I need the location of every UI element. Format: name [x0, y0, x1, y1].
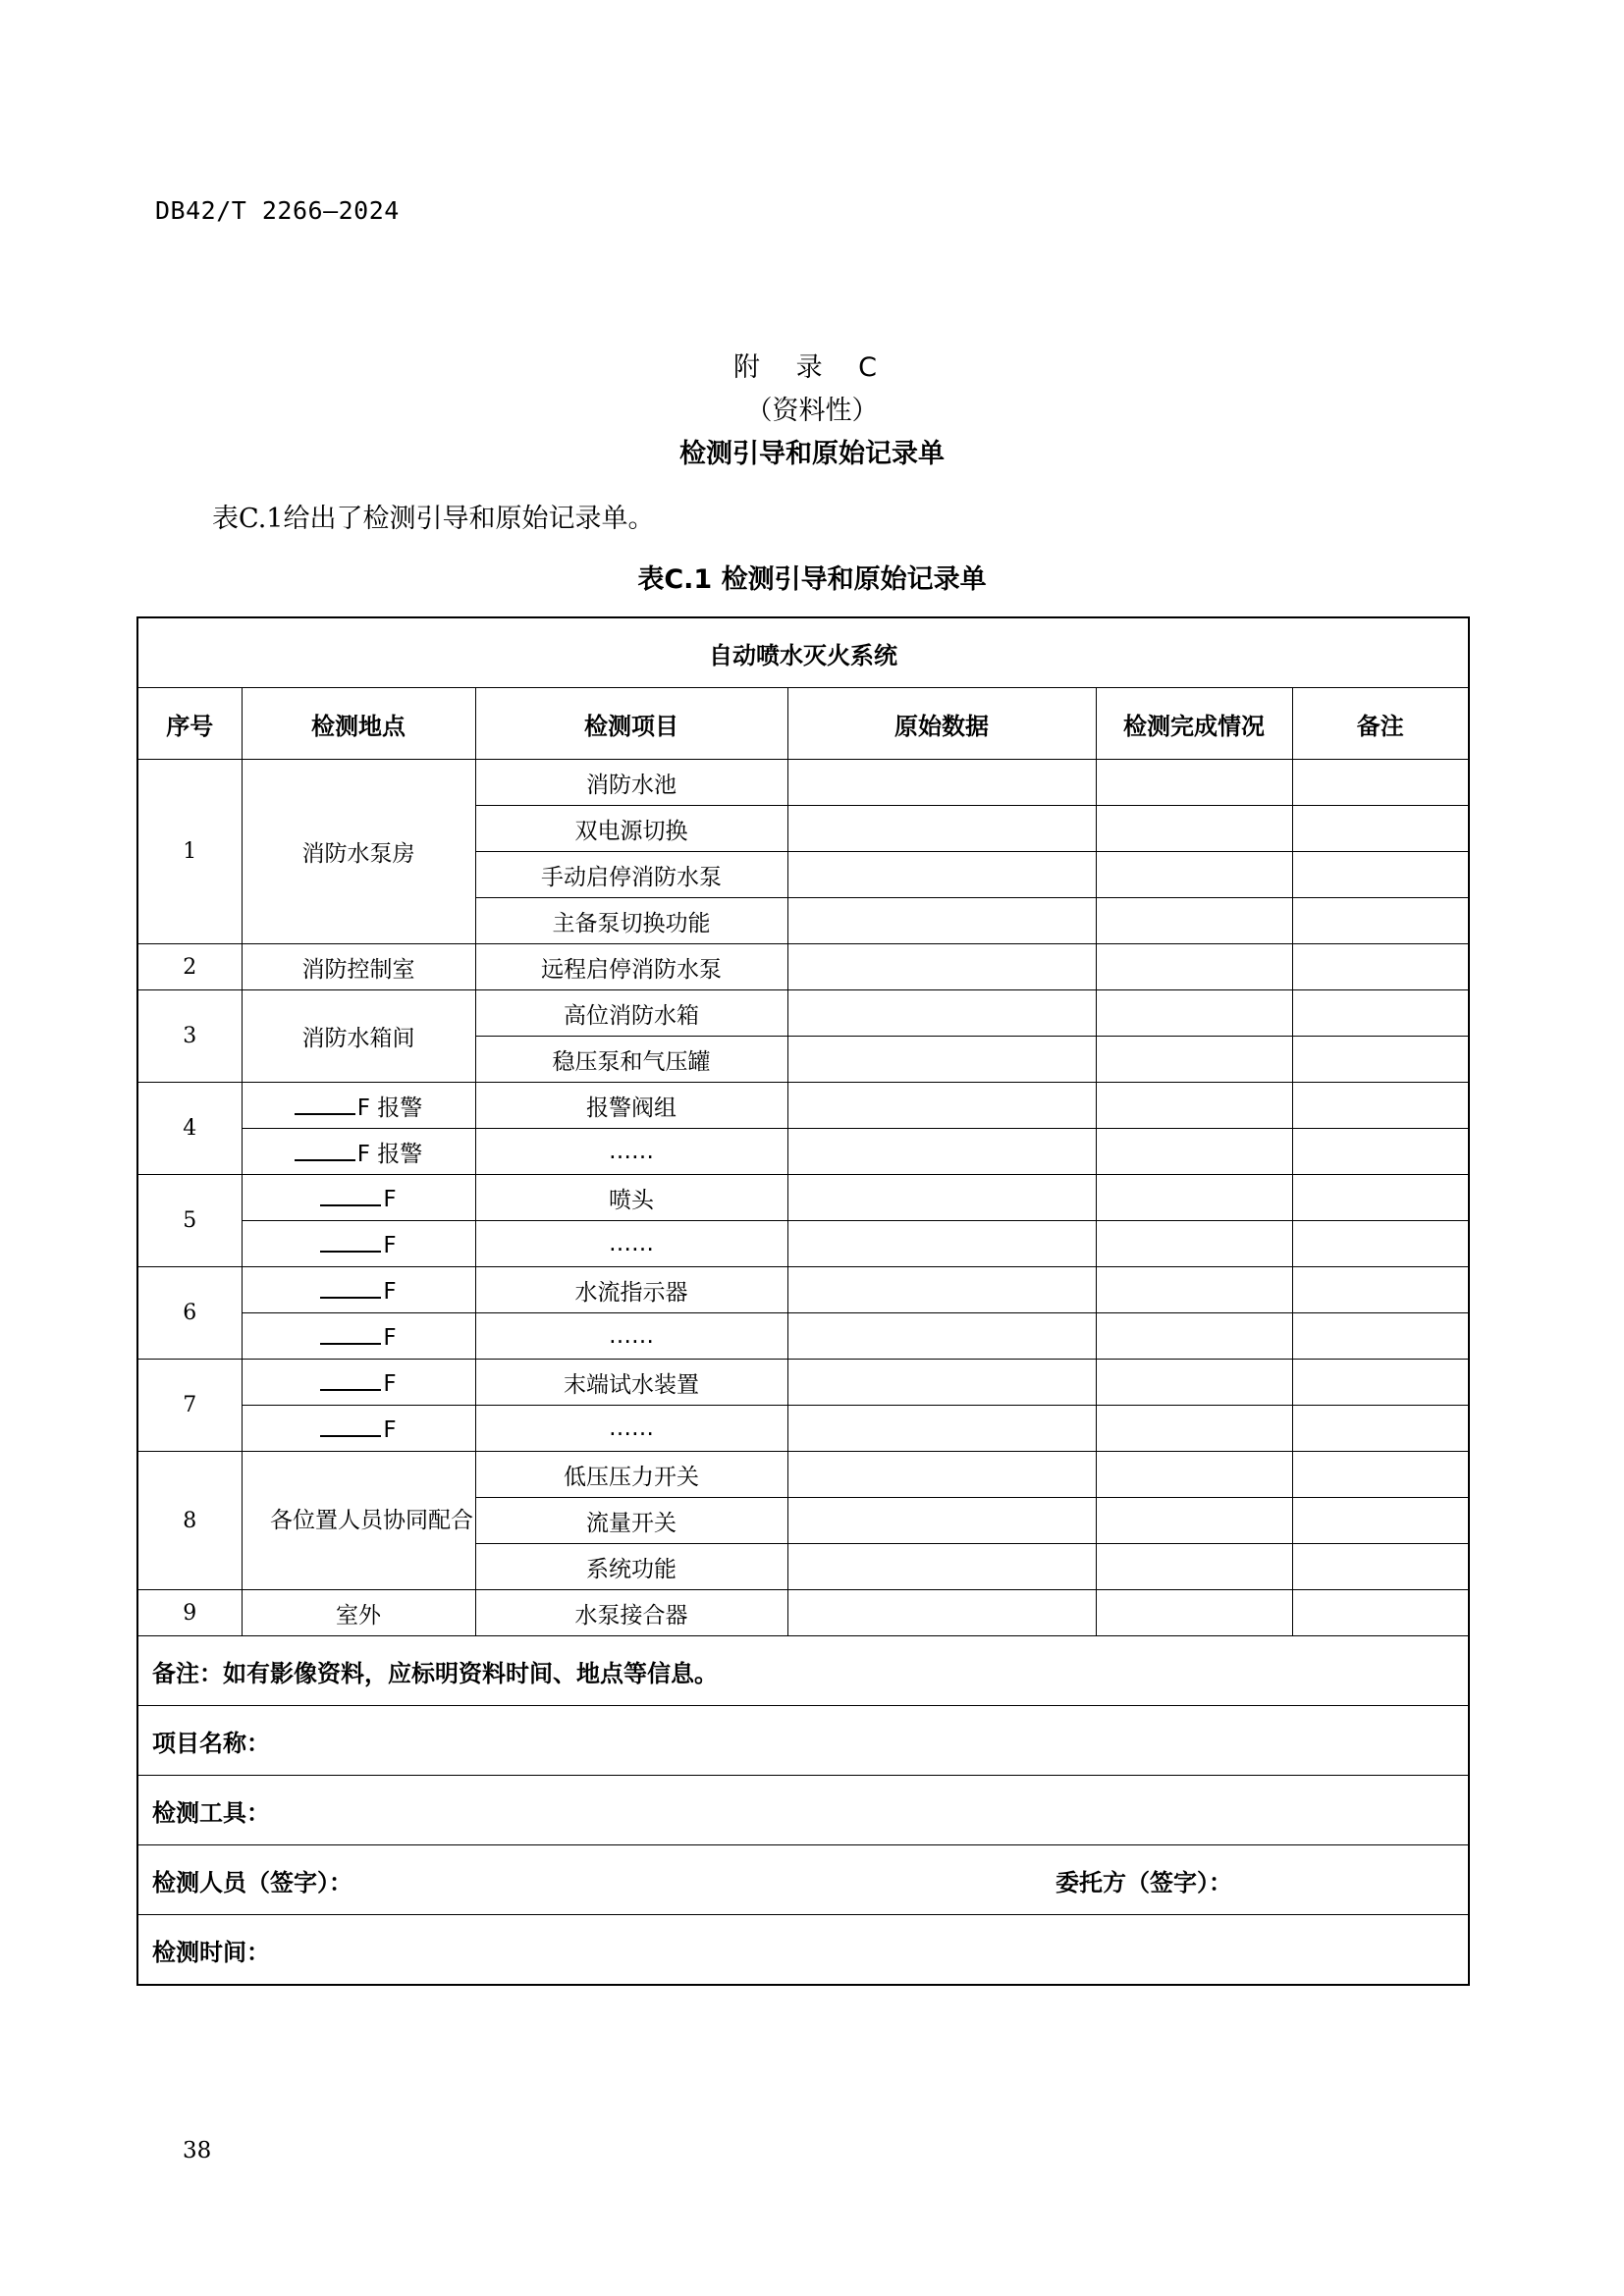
system-title: 自动喷水灭火系统	[137, 617, 1469, 688]
status-cell[interactable]	[1096, 760, 1292, 806]
seq-cell: 4	[137, 1083, 242, 1175]
table-row	[137, 1175, 1469, 1221]
item-cell: 稳压泵和气压罐	[475, 1037, 787, 1083]
col-remark: 备注	[1292, 688, 1469, 760]
raw-data-cell[interactable]	[787, 1083, 1096, 1129]
raw-data-cell[interactable]	[787, 990, 1096, 1037]
col-status: 检测完成情况	[1096, 688, 1292, 760]
remark-cell[interactable]	[1292, 760, 1469, 806]
table-row	[137, 1360, 1469, 1406]
table-row	[137, 1590, 1469, 1636]
client-signature-label: 委托方（签字）：	[1056, 1868, 1232, 1896]
record-table	[136, 616, 1470, 1986]
raw-data-cell[interactable]	[787, 1129, 1096, 1175]
location-text: 各位置人员协同配合	[270, 1508, 473, 1533]
location-cell[interactable]	[242, 1083, 475, 1129]
standard-code: DB42/T 2266—2024	[155, 196, 400, 225]
project-name-label: 项目名称：	[152, 1729, 270, 1757]
raw-data-cell[interactable]	[787, 1267, 1096, 1313]
status-cell[interactable]	[1096, 1267, 1292, 1313]
raw-data-cell[interactable]	[787, 852, 1096, 898]
tools-field[interactable]	[137, 1776, 1469, 1845]
appendix-title: 检测引导和原始记录单	[679, 439, 945, 469]
appendix-number: 附 录 C	[732, 352, 892, 383]
status-cell[interactable]	[1096, 1313, 1292, 1360]
table-row	[137, 760, 1469, 806]
seq-cell: 7	[137, 1360, 242, 1452]
status-cell[interactable]	[1096, 944, 1292, 990]
item-cell: 末端试水装置	[475, 1360, 787, 1406]
location-cell[interactable]	[242, 1406, 475, 1452]
status-cell[interactable]	[1096, 1175, 1292, 1221]
project-name-field[interactable]	[137, 1706, 1469, 1776]
seq-cell: 6	[137, 1267, 242, 1360]
remark-cell[interactable]	[1292, 806, 1469, 852]
table-row	[137, 1267, 1469, 1313]
seq-cell: 3	[137, 990, 242, 1083]
table-row	[137, 1406, 1469, 1452]
raw-data-cell[interactable]	[787, 760, 1096, 806]
status-cell[interactable]	[1096, 1129, 1292, 1175]
intro-text: 表C.1给出了检测引导和原始记录单。	[212, 504, 655, 534]
location-cell: 消防水泵房	[242, 760, 475, 944]
remark-cell[interactable]	[1292, 1544, 1469, 1590]
remark-cell[interactable]	[1292, 1083, 1469, 1129]
raw-data-cell[interactable]	[787, 1175, 1096, 1221]
location-cell	[242, 1452, 475, 1590]
col-item: 检测项目	[475, 688, 787, 760]
seq-cell: 1	[137, 760, 242, 944]
time-field[interactable]	[137, 1915, 1469, 1986]
table-row	[137, 1129, 1469, 1175]
remark-cell[interactable]	[1292, 1037, 1469, 1083]
floor-suffix: F	[383, 1325, 397, 1351]
col-raw-data: 原始数据	[787, 688, 1096, 760]
floor-suffix: F	[383, 1279, 397, 1305]
raw-data-cell[interactable]	[787, 1406, 1096, 1452]
location-cell[interactable]	[242, 1175, 475, 1221]
remark-cell[interactable]	[1292, 852, 1469, 898]
raw-data-cell[interactable]	[787, 806, 1096, 852]
location-cell[interactable]	[242, 1313, 475, 1360]
item-cell: 手动启停消防水泵	[475, 852, 787, 898]
header-row	[137, 688, 1469, 760]
col-location: 检测地点	[242, 688, 475, 760]
status-cell[interactable]	[1096, 898, 1292, 944]
remark-cell[interactable]	[1292, 944, 1469, 990]
remark-cell[interactable]	[1292, 1452, 1469, 1498]
remark-cell[interactable]	[1292, 1129, 1469, 1175]
table-row	[137, 990, 1469, 1037]
table-row	[137, 1083, 1469, 1129]
tools-label: 检测工具：	[152, 1798, 270, 1827]
floor-blank[interactable]	[320, 1183, 381, 1206]
item-cell: ……	[475, 1129, 787, 1175]
location-cell[interactable]	[242, 1129, 475, 1175]
footer-note: 备注：如有影像资料，应标明资料时间、地点等信息。	[137, 1636, 1469, 1706]
floor-blank[interactable]	[295, 1138, 355, 1161]
floor-suffix: F	[383, 1187, 397, 1212]
remark-cell[interactable]	[1292, 990, 1469, 1037]
remark-cell[interactable]	[1292, 1498, 1469, 1544]
remark-cell[interactable]	[1292, 898, 1469, 944]
floor-blank[interactable]	[295, 1092, 355, 1115]
status-cell[interactable]	[1096, 1083, 1292, 1129]
status-cell[interactable]	[1096, 1037, 1292, 1083]
location-cell[interactable]	[242, 1360, 475, 1406]
status-cell[interactable]	[1096, 1452, 1292, 1498]
item-cell: ……	[475, 1313, 787, 1360]
floor-blank[interactable]	[320, 1321, 381, 1345]
raw-data-cell[interactable]	[787, 1360, 1096, 1406]
raw-data-cell[interactable]	[787, 1590, 1096, 1636]
table-row	[137, 944, 1469, 990]
inspector-signature-label: 检测人员（签字）：	[152, 1868, 352, 1896]
raw-data-cell[interactable]	[787, 1221, 1096, 1267]
location-cell[interactable]	[242, 1221, 475, 1267]
appendix-kind: （资料性）	[745, 396, 879, 426]
seq-cell: 8	[137, 1452, 242, 1590]
item-cell: 主备泵切换功能	[475, 898, 787, 944]
floor-suffix: F 报警	[356, 1095, 423, 1121]
status-cell[interactable]	[1096, 990, 1292, 1037]
item-cell: ……	[475, 1406, 787, 1452]
table-row	[137, 1313, 1469, 1360]
item-cell: 报警阀组	[475, 1083, 787, 1129]
remark-cell[interactable]	[1292, 1267, 1469, 1313]
signature-field[interactable]	[137, 1845, 1469, 1915]
remark-cell[interactable]	[1292, 1313, 1469, 1360]
location-cell: 室外	[242, 1590, 475, 1636]
raw-data-cell[interactable]	[787, 1544, 1096, 1590]
status-cell[interactable]	[1096, 1544, 1292, 1590]
raw-data-cell[interactable]	[787, 1498, 1096, 1544]
floor-suffix: F	[383, 1371, 397, 1397]
status-cell[interactable]	[1096, 1406, 1292, 1452]
item-cell: 喷头	[475, 1175, 787, 1221]
floor-suffix: F 报警	[356, 1141, 423, 1167]
page-number: 38	[183, 2138, 212, 2163]
floor-suffix: F	[383, 1417, 397, 1443]
floor-blank[interactable]	[320, 1414, 381, 1437]
item-cell: 流量开关	[475, 1498, 787, 1544]
status-cell[interactable]	[1096, 1360, 1292, 1406]
raw-data-cell[interactable]	[787, 1452, 1096, 1498]
col-seq: 序号	[137, 688, 242, 760]
location-cell: 消防水箱间	[242, 990, 475, 1083]
location-cell[interactable]	[242, 1267, 475, 1313]
status-cell[interactable]	[1096, 1590, 1292, 1636]
time-label: 检测时间：	[152, 1938, 270, 1966]
table-row	[137, 1452, 1469, 1498]
floor-blank[interactable]	[320, 1367, 381, 1391]
remark-cell[interactable]	[1292, 1406, 1469, 1452]
item-cell: 高位消防水箱	[475, 990, 787, 1037]
item-cell: 水泵接合器	[475, 1590, 787, 1636]
status-cell[interactable]	[1096, 806, 1292, 852]
seq-cell: 9	[137, 1590, 242, 1636]
floor-suffix: F	[383, 1233, 397, 1258]
item-cell: 系统功能	[475, 1544, 787, 1590]
raw-data-cell[interactable]	[787, 944, 1096, 990]
item-cell: 消防水池	[475, 760, 787, 806]
table-caption: 表C.1 检测引导和原始记录单	[637, 564, 987, 595]
raw-data-cell[interactable]	[787, 1313, 1096, 1360]
item-cell: ……	[475, 1221, 787, 1267]
floor-blank[interactable]	[320, 1275, 381, 1299]
location-cell: 消防控制室	[242, 944, 475, 990]
remark-cell[interactable]	[1292, 1221, 1469, 1267]
status-cell[interactable]	[1096, 1498, 1292, 1544]
item-cell: 双电源切换	[475, 806, 787, 852]
item-cell: 水流指示器	[475, 1267, 787, 1313]
floor-blank[interactable]	[320, 1229, 381, 1253]
remark-cell[interactable]	[1292, 1360, 1469, 1406]
table-row	[137, 1221, 1469, 1267]
item-cell: 远程启停消防水泵	[475, 944, 787, 990]
seq-cell: 5	[137, 1175, 242, 1267]
item-cell: 低压压力开关	[475, 1452, 787, 1498]
status-cell[interactable]	[1096, 852, 1292, 898]
raw-data-cell[interactable]	[787, 898, 1096, 944]
raw-data-cell[interactable]	[787, 1037, 1096, 1083]
remark-cell[interactable]	[1292, 1175, 1469, 1221]
seq-cell: 2	[137, 944, 242, 990]
status-cell[interactable]	[1096, 1221, 1292, 1267]
remark-cell[interactable]	[1292, 1590, 1469, 1636]
